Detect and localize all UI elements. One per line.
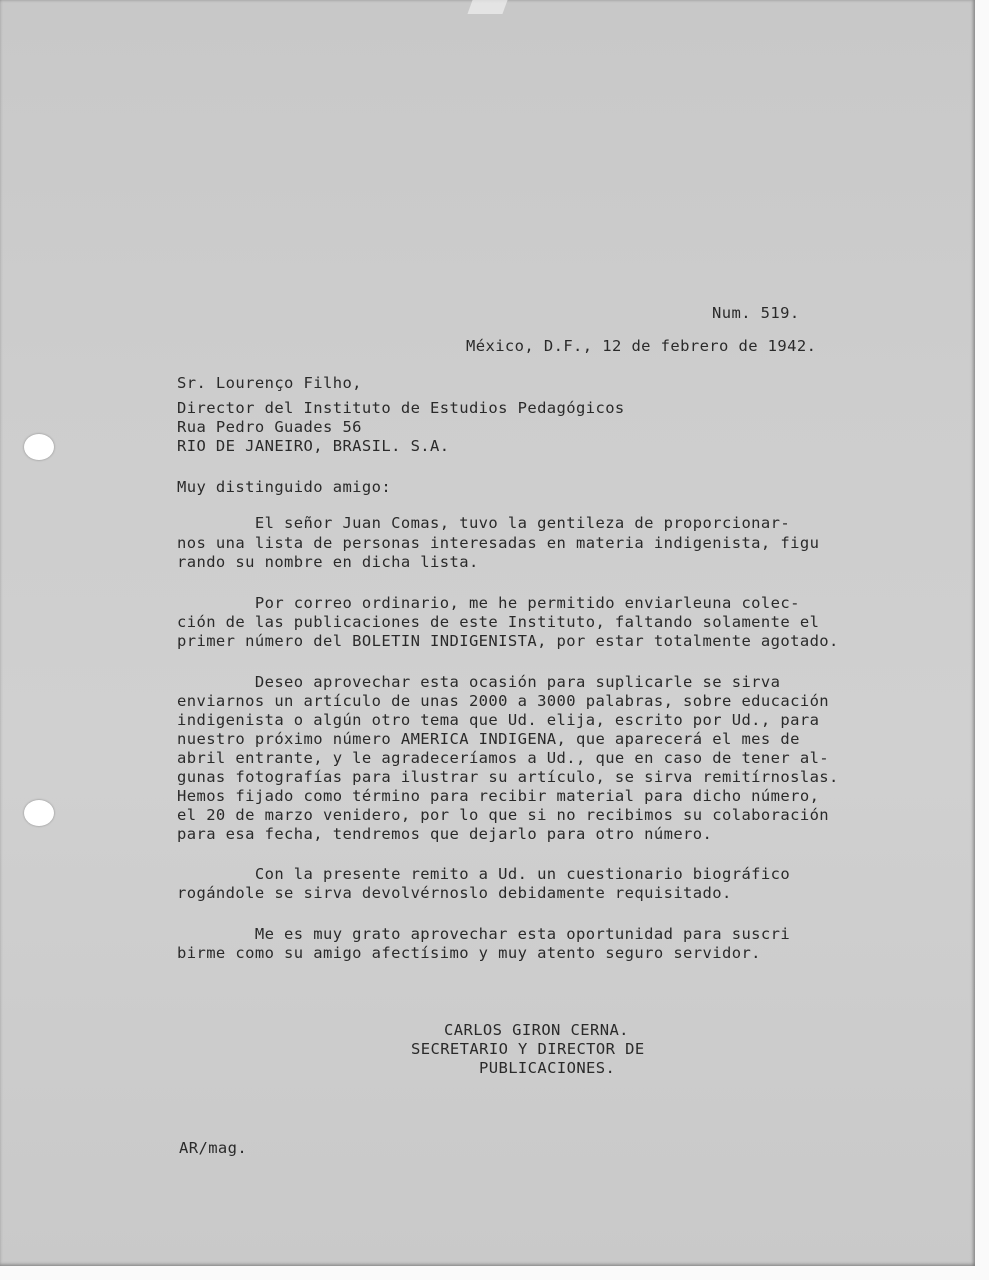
place-date: México, D.F., 12 de febrero de 1942. [466,337,817,355]
paragraph-line: Por correo ordinario, me he permitido enviarleuna colec- [177,594,800,612]
paragraph-line: enviarnos un artículo de unas 2000 a 3000 palabras, sobre educación [177,692,830,710]
paper-fold-mark [467,0,507,14]
paragraph-line: el 20 de marzo venidero, por lo que si no recibimos su colaboración [177,806,830,824]
recipient-name: Sr. Lourenço Filho, [177,374,362,392]
paragraph-line: Con la presente remito a Ud. un cuestionario biográfico [177,865,791,883]
salutation: Muy distinguido amigo: [177,478,392,496]
signature-department: PUBLICACIONES. [479,1059,616,1077]
signature-title: SECRETARIO Y DIRECTOR DE [411,1040,645,1058]
paragraph-line: nuestro próximo número AMERICA INDIGENA, que aparecerá el mes de [177,730,800,748]
recipient-title: Director del Instituto de Estudios Pedagógicos [177,399,625,417]
paragraph-line: El señor Juan Comas, tuvo la gentileza de proporcionar- [177,514,791,532]
paragraph-line: ción de las publicaciones de este Instituto, faltando solamente el [177,613,820,631]
letter-number: Num. 519. [712,304,800,322]
scan-margin-right [975,0,989,1280]
paragraph-line: primer número del BOLETIN INDIGENISTA, por estar totalmente agotado. [177,632,839,650]
paragraph-line: gunas fotografías para ilustrar su artículo, se sirva remitírnoslas. [177,768,839,786]
punch-hole-top [24,434,54,460]
punch-hole-bottom [24,800,54,826]
recipient-street: Rua Pedro Guades 56 [177,418,362,436]
paragraph-line: rogándole se sirva devolvérnoslo debidamente requisitado. [177,884,732,902]
paragraph-line: abril entrante, y le agradeceríamos a Ud., que en caso de tener al- [177,749,830,767]
paragraph-line: Me es muy grato aprovechar esta oportunidad para suscri [177,925,791,943]
paragraph-line: birme como su amigo afectísimo y muy atento seguro servidor. [177,944,761,962]
paragraph-line: Deseo aprovechar esta ocasión para suplicarle se sirva [177,673,781,691]
paragraph-line: rando su nombre en dicha lista. [177,553,479,571]
reference-initials: AR/mag. [179,1139,248,1157]
signature-name: CARLOS GIRON CERNA. [444,1021,629,1039]
scan-margin-bottom [0,1266,989,1280]
paragraph-line: para esa fecha, tendremos que dejarlo para otro número. [177,825,713,843]
paragraph-line: nos una lista de personas interesadas en materia indigenista, figu [177,534,820,552]
paragraph-line: Hemos fijado como término para recibir material para dicho número, [177,787,820,805]
recipient-city: RIO DE JANEIRO, BRASIL. S.A. [177,437,450,455]
paragraph-line: indigenista o algún otro tema que Ud. elija, escrito por Ud., para [177,711,820,729]
